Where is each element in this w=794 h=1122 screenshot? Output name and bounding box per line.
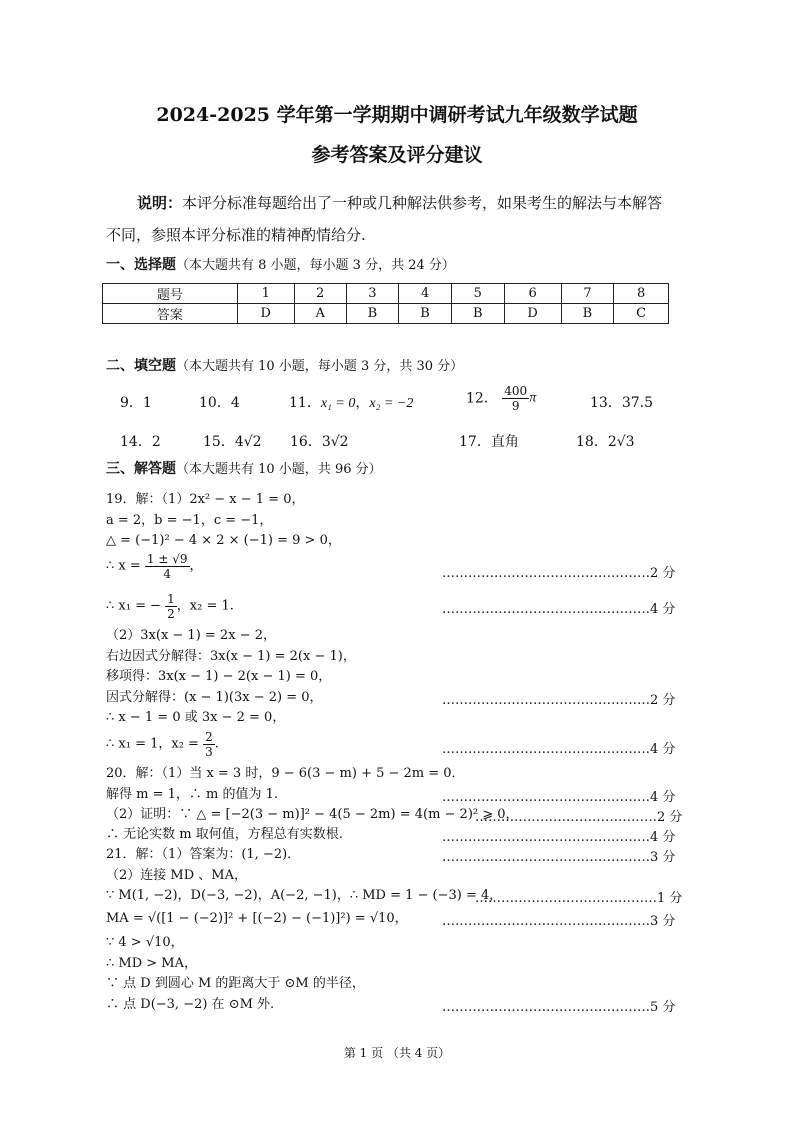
- q21-line: ∵ 点 D 到圆心 M 的距离大于 ⊙M 的半径，: [106, 976, 365, 991]
- table-cell: B: [346, 304, 399, 324]
- table-cell: 2: [294, 284, 346, 304]
- section2-desc: （本大题共有 10 小题，每小题 3 分，共 30 分）: [176, 359, 464, 374]
- q20-line: （2）证明：∵ △ = [−2(3 − m)]² − 4(5 − 2m) = 4(m − 2)² ⩾ 0，: [106, 807, 519, 822]
- section2-heading: 二、填空题: [106, 358, 176, 374]
- fraction-denominator: 4: [163, 567, 172, 581]
- q19-line: （2）3x(x − 1) = 2x − 2，: [106, 628, 276, 643]
- table-cell: 5: [451, 284, 504, 304]
- score-dots: …………………………………………4 分: [442, 790, 676, 805]
- fill-answer-18-val: 2√3: [607, 434, 635, 450]
- fraction: [203, 730, 215, 759]
- page-subtitle: 参考答案及评分建议: [311, 144, 483, 166]
- table-cell: D: [237, 304, 294, 324]
- section3-desc: （本大题共有 10 小题，共 96 分）: [176, 462, 382, 477]
- fill-answer-14: 14．2: [120, 434, 161, 450]
- q19-line: 右边因式分解得：3x(x − 1) = 2(x − 1)，: [106, 649, 356, 664]
- fill-answer-15-val: 4√2: [234, 434, 262, 450]
- fill-answer-12-num: 12．: [466, 390, 498, 407]
- fraction: [145, 552, 190, 581]
- fill-answer-18: [576, 433, 635, 451]
- score-dots: …………………………………………2 分: [442, 566, 676, 581]
- section1-desc: （本大题共有 8 小题，每小题 3 分，共 24 分）: [176, 258, 455, 273]
- note-line-2: 不同，参照本评分标准的精神酌情给分.: [106, 226, 366, 244]
- fill-answer-15-num: 15．: [203, 434, 235, 450]
- score-dots: …………………………………………3 分: [442, 850, 676, 865]
- score-dots: ……………………………………1 分: [475, 891, 683, 906]
- table-cell: B: [399, 304, 452, 324]
- score-dots: …………………………………………2 分: [442, 693, 676, 708]
- q19-line: [106, 552, 203, 581]
- q21-line: （2）连接 MD 、MA，: [106, 868, 247, 883]
- q21-line: 21．解：（1）答案为：(1, −2)．: [106, 847, 301, 862]
- note-label: 说明：: [137, 194, 183, 212]
- section3-heading: 三、解答题: [106, 461, 176, 477]
- section2-header: [106, 357, 463, 376]
- table-cell: 6: [504, 284, 561, 304]
- fill-answer-13: 13．37.5: [590, 395, 653, 411]
- q21-line: MA = √([1 − (−2)]² + [(−2) − (−1)]²) = √10，: [106, 911, 408, 926]
- fill-answer-17: 17．直角: [459, 434, 519, 450]
- table-row: [103, 284, 669, 304]
- section3-header: [106, 460, 382, 479]
- q19-line: 移项得：3x(x − 1) − 2(x − 1) = 0，: [106, 669, 332, 684]
- q19-line: 因式分解得：(x − 1)(3x − 2) = 0，: [106, 690, 323, 705]
- fill-answer-9: 9．1: [120, 395, 152, 411]
- q21-line: ∵ 4 > √10，: [106, 935, 184, 950]
- q19-line: ∴ x − 1 = 0 或 3x − 2 = 0，: [106, 710, 286, 725]
- fraction-numerator: 400: [504, 384, 528, 398]
- fraction-denominator: 2: [167, 607, 175, 621]
- table-cell: C: [614, 304, 669, 324]
- fill-answer-12: [466, 384, 536, 413]
- fill-answer-15: [203, 433, 262, 451]
- q20-line: 20．解：（1）当 x = 3 时，9 − 6(3 − m) + 5 − 2m = 0．: [106, 766, 465, 781]
- table-cell: 3: [346, 284, 399, 304]
- table-cell: 7: [561, 284, 614, 304]
- q19-l5-post: ，x₂ = 1.: [176, 598, 234, 614]
- pi-symbol: π: [529, 390, 537, 406]
- table-cell: 8: [614, 284, 669, 304]
- fraction-numerator: 1 ± √9: [146, 552, 188, 566]
- score-dots: …………………………………………3 分: [442, 914, 676, 929]
- q20-line: ∴ 无论实数 m 取何值，方程总有实数根.: [106, 827, 343, 842]
- q19-line: a = 2，b = −1，c = −1，: [106, 513, 273, 528]
- fraction: [165, 592, 177, 621]
- q19-line: [106, 592, 234, 621]
- fraction: [502, 384, 529, 413]
- q21-line: ∴ 点 D(−3, −2) 在 ⊙M 外.: [106, 997, 275, 1012]
- section1-heading: 一、选择题: [106, 257, 176, 273]
- fill-answer-18-num: 18．: [576, 434, 608, 450]
- q19-line: △ = (−1)² − 4 × 2 × (−1) = 9 > 0，: [106, 533, 341, 548]
- q20-line: 解得 m = 1，∴ m 的值为 1.: [106, 787, 279, 802]
- fill-answer-16-val: 3√2: [321, 434, 349, 450]
- table-row-label: 题号: [103, 284, 238, 304]
- score-dots: …………………………………………5 分: [442, 1000, 676, 1015]
- q19-l11-post: .: [214, 736, 219, 752]
- page-title: 2024-2025 学年第一学期期中调研考试九年级数学试题: [156, 104, 638, 126]
- fill-answer-16-num: 16．: [290, 434, 322, 450]
- fraction-numerator: 1: [167, 592, 175, 606]
- q19-line: [106, 730, 219, 759]
- score-dots: …………………………………………4 分: [442, 742, 676, 757]
- q19-l4-pre: ∴ x =: [106, 558, 141, 574]
- fill-answer-11-x2: x₂ = −2: [369, 396, 414, 411]
- fill-answer-10: 10．4: [199, 395, 240, 411]
- note-text-1: 本评分标准每题给出了一种或几种解法供参考，如果考生的解法与本解答: [182, 194, 663, 212]
- section1-header: [106, 256, 455, 275]
- table-cell: B: [451, 304, 504, 324]
- fill-answer-11-x1: x₁ = 0: [320, 396, 356, 411]
- score-dots: …………………………………………4 分: [442, 830, 676, 845]
- fraction-denominator: 3: [205, 745, 213, 759]
- fill-answer-16: [290, 433, 349, 451]
- fraction-denominator: 9: [511, 399, 520, 413]
- table-cell: D: [504, 304, 561, 324]
- fill-answer-11: 11．x₁ = 0，x₂ = −2: [289, 395, 414, 411]
- table-cell: B: [561, 304, 614, 324]
- note-line-1: [137, 194, 662, 212]
- q19-l5-pre: ∴ x₁ = −: [106, 598, 161, 614]
- q21-line: ∵ M(1, −2)，D(−3, −2)，A(−2, −1)，∴ MD = 1 − (−3) = 4，: [106, 888, 503, 903]
- table-cell: 4: [399, 284, 452, 304]
- fill-answer-11-num: 11．: [289, 395, 321, 411]
- fraction-numerator: 2: [205, 730, 213, 744]
- table-row: [103, 304, 669, 324]
- answer-table: [102, 283, 669, 324]
- score-dots: ……………………………………2 分: [475, 810, 683, 825]
- q19-line: 19．解：（1）2x² − x − 1 = 0，: [106, 492, 305, 507]
- q21-line: ∴ MD > MA，: [106, 956, 197, 971]
- table-row-label: 答案: [103, 304, 238, 324]
- score-dots: …………………………………………4 分: [442, 602, 676, 617]
- table-cell: 1: [237, 284, 294, 304]
- page-footer: 第 1 页 （共 4 页）: [343, 1046, 451, 1060]
- q19-l11-pre: ∴ x₁ = 1，x₂ =: [106, 736, 199, 752]
- table-cell: A: [294, 304, 346, 324]
- q19-l4-post: ，: [189, 558, 203, 574]
